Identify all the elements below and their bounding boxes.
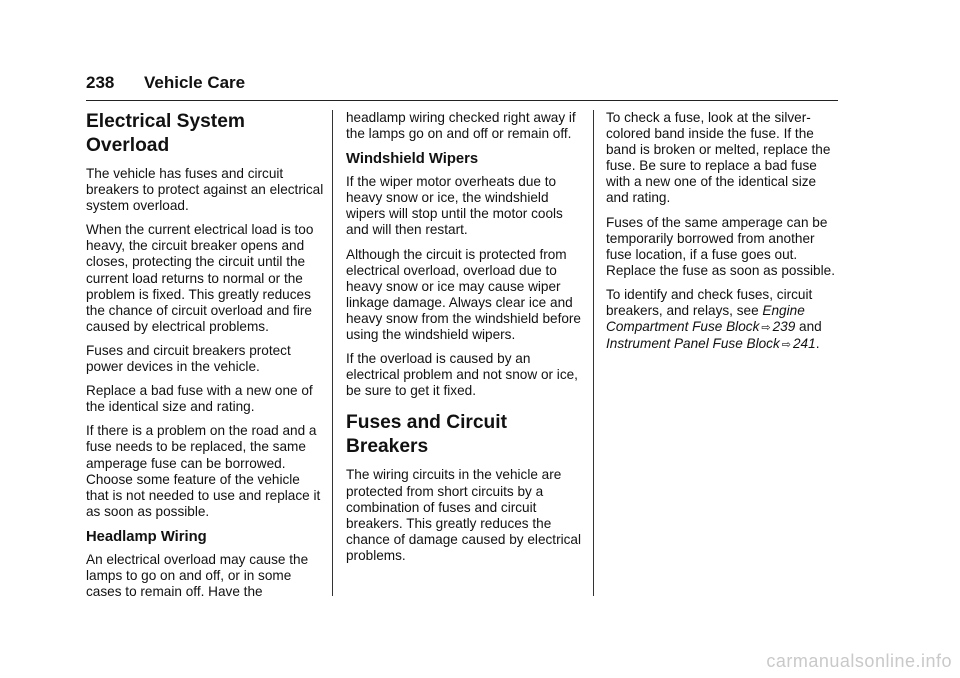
page-arrow-icon: ⇨ (781, 339, 791, 352)
paragraph: An electrical overload may cause the lamps to go on and off, or in some cases to remain off. Have the (86, 551, 309, 600)
link-engine-compartment-fuse-block[interactable]: Engine Compartment Fuse Block (606, 303, 805, 335)
column-1 (86, 110, 324, 608)
paragraph: To check a fuse, look at the silver-colored band inside the fuse. If the band is broken or melted, replace the fuse. Be sure to replace a bad fuse with a new one of the identical size and rating. (606, 110, 831, 206)
watermark: carmanualsonline.info (766, 651, 952, 671)
page-number: 238 (86, 73, 115, 92)
column-3 (606, 110, 842, 361)
paragraph: If the wiper motor overheats due to heavy snow or ice, the windshield wipers will stop until the motor cools and will then restart. (346, 174, 563, 238)
heading-headlamp-wiring: Headlamp Wiring (86, 528, 207, 545)
page-ref-239[interactable]: 239 (772, 319, 796, 335)
column-divider-2 (593, 110, 594, 596)
paragraph: The vehicle has fuses and circuit breakers to protect against an electrical system overload. (86, 166, 324, 214)
paragraph: Although the circuit is protected from electrical overload, overload due to heavy snow or ice may cause wiper linkage damage. Always clear ice and heavy snow from the windshield before using the windshield wipers. (346, 246, 581, 343)
column-2 (346, 110, 582, 572)
paragraph: Fuses of the same amperage can be temporarily borrowed from another fuse location, if a fuse goes out. Replace the fuse as soon as possible. (606, 214, 835, 278)
link-instrument-panel-fuse-block[interactable]: Instrument Panel Fuse Block (606, 336, 780, 352)
paragraph: The wiring circuits in the vehicle are protected from short circuits by a combination of fuses and circuit breakers. This greatly reduces the chance of damage caused by electrical problems. (346, 467, 582, 563)
heading-windshield-wipers: Windshield Wipers (346, 151, 479, 168)
paragraph: headlamp wiring checked right away if the lamps go on and off or remain off. (346, 110, 576, 142)
page-header (86, 72, 838, 101)
page-ref-241[interactable]: 241 (793, 336, 816, 352)
paragraph: When the current electrical load is too heavy, the circuit breaker opens and closes, protecting the circuit until the current load returns to normal or the problem is fixed. This greatly reduces the chance of circuit overload and fire caused by electrical problems. (86, 222, 314, 334)
paragraph-cross-reference: To identify and check fuses, circuit breakers, and relays, see Engine Compartment Fuse Block ⇨ 239 and Instrument Panel Fuse Block ⇨ 241. (606, 286, 822, 352)
column-divider-1 (332, 110, 333, 596)
paragraph: Fuses and circuit breakers protect power devices in the vehicle. (86, 342, 291, 375)
paragraph: Replace a bad fuse with a new one of the identical size and rating. (86, 383, 313, 415)
page-arrow-icon: ⇨ (761, 322, 771, 335)
section-title: Vehicle Care (144, 73, 246, 92)
heading-electrical-system-overload: Electrical System Overload (86, 111, 245, 156)
heading-fuses-and-circuit-breakers: Fuses and Circuit Breakers (346, 412, 507, 457)
paragraph: If the overload is caused by an electrical problem and not snow or ice, be sure to get it fixed. (346, 351, 578, 399)
paragraph: If there is a problem on the road and a fuse needs to be replaced, the same amperage fuse can be borrowed. Choose some feature of the vehicle that is not needed to use and replace it as soon as possible. (86, 423, 321, 519)
